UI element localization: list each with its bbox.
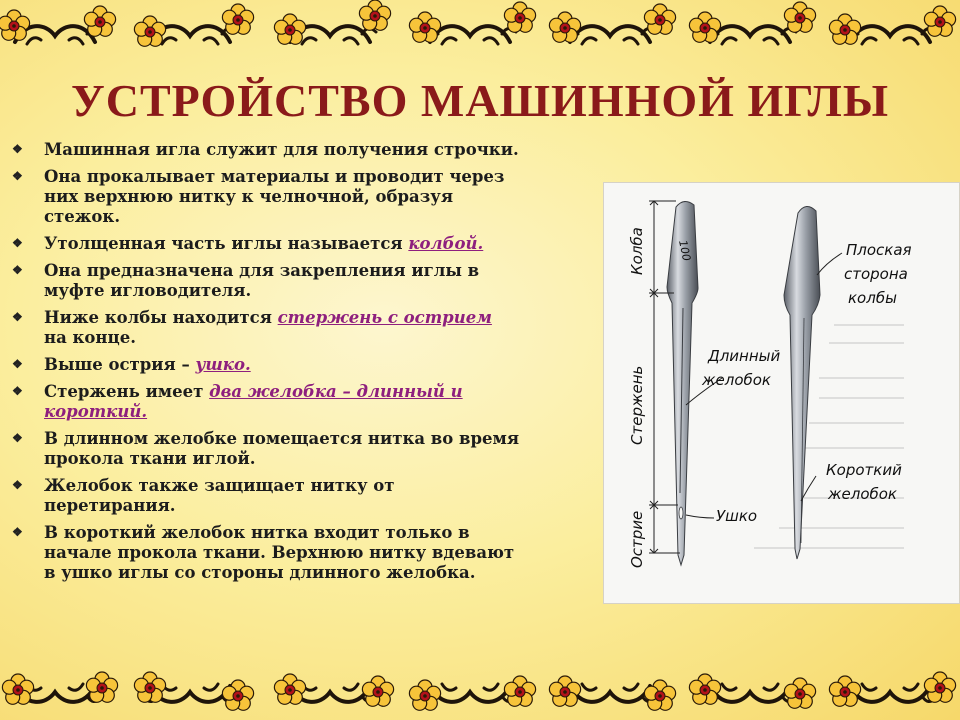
- term-eye: ушко.: [195, 355, 251, 374]
- needle-size-mark: 100: [676, 238, 694, 263]
- bullet-marker-icon: ❖: [12, 310, 23, 324]
- list-item: ❖ В длинном желобке помещается нитка во время прокола ткани иглой.: [12, 429, 520, 468]
- bottom-floral-border-art: [0, 652, 960, 720]
- label-bulb: Колба: [628, 227, 646, 275]
- bullet-marker-icon: ❖: [12, 169, 23, 183]
- list-item: ❖ Желобок также защищает нитку от перетирания.: [12, 476, 395, 515]
- label-long-groove-line2: желобок: [702, 371, 771, 389]
- bullet-marker-icon: ❖: [12, 384, 23, 398]
- bullet-marker-icon: ❖: [12, 478, 23, 492]
- list-item: ❖ Она прокалывает материалы и проводит через них верхнюю нитку к челночной, образуя стежок.: [12, 167, 505, 226]
- label-short-groove-line2: желобок: [828, 485, 897, 503]
- label-eye: Ушко: [716, 507, 758, 525]
- list-item: ❖ Она предназначена для закрепления иглы в муфте игловодителя.: [12, 261, 480, 300]
- label-point: Острие: [628, 510, 646, 568]
- bottom-floral-border: [0, 652, 960, 720]
- list-item: ❖ Выше острия – ушко.: [12, 355, 251, 374]
- list-item: ❖ В короткий желобок нитка входит только в начале прокола ткани. Верхнюю нитку вдевают в ушко иглы со стороны длинного желобка.: [12, 523, 515, 582]
- term-grooves-cont: короткий.: [44, 402, 148, 421]
- term-grooves: два желобка – длинный и: [209, 382, 463, 401]
- needle-diagram: [603, 182, 960, 604]
- bullet-marker-icon: ❖: [12, 357, 23, 371]
- term-kolba: колбой.: [408, 234, 484, 253]
- top-floral-border-art: [0, 0, 960, 62]
- label-flat-side-line2: сторона: [844, 265, 908, 283]
- needle-diagram-art: [604, 183, 959, 603]
- label-long-groove-line1: Длинный: [708, 347, 781, 365]
- bullet-marker-icon: ❖: [12, 142, 23, 156]
- bullet-marker-icon: ❖: [12, 263, 23, 277]
- label-short-groove-line1: Короткий: [826, 461, 902, 479]
- bullet-list: [12, 140, 592, 590]
- term-shaft: стержень с острием: [277, 308, 492, 327]
- bullet-marker-icon: ❖: [12, 236, 23, 250]
- list-item: ❖ Стержень имеет два желобка – длинный и короткий.: [12, 382, 463, 421]
- needle-right: [784, 206, 820, 559]
- bullet-marker-icon: ❖: [12, 525, 23, 539]
- label-flat-side-line1: Плоская: [846, 241, 912, 259]
- list-item: ❖ Ниже колбы находится стержень с острием на конце.: [12, 308, 492, 347]
- label-shaft: Стержень: [628, 365, 646, 445]
- list-item: ❖ Машинная игла служит для получения строчки.: [12, 140, 519, 159]
- list-item: ❖ Утолщенная часть иглы называется колбой.: [12, 234, 484, 253]
- bullet-marker-icon: ❖: [12, 431, 23, 445]
- top-floral-border: [0, 0, 960, 62]
- label-flat-side-line3: колбы: [848, 289, 897, 307]
- slide-title: УСТРОЙСТВО МАШИННОЙ ИГЛЫ: [70, 75, 890, 126]
